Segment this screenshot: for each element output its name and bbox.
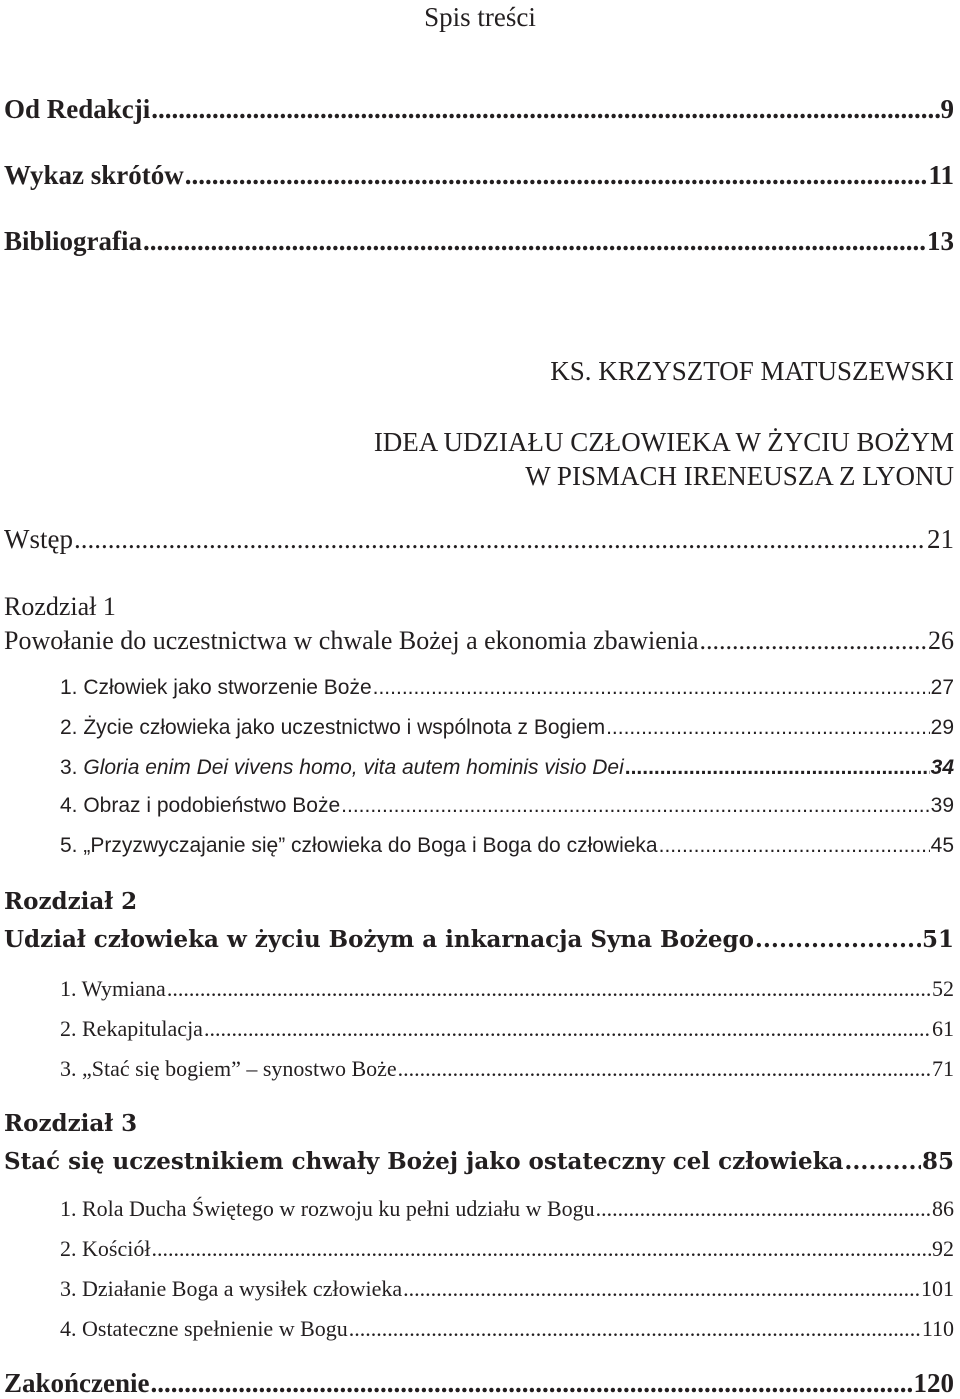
entry-label: Od Redakcji [4, 94, 151, 124]
toc-entry-bibliografia[interactable] [4, 226, 954, 260]
toc-entry-zakonczenie[interactable] [4, 1368, 954, 1396]
entry-page: 9 [940, 94, 954, 124]
toc-entry-section[interactable] [60, 1056, 954, 1084]
toc-entry-chapter-1[interactable] [4, 626, 954, 656]
entry-page: 29 [930, 716, 954, 739]
entry-page: 39 [930, 794, 954, 817]
entry-label: 1. Wymiana [60, 976, 166, 1001]
entry-label: 3. „Stać się bogiem” – synostwo Boże [60, 1056, 397, 1081]
leader-dots [341, 794, 929, 818]
chapter-title: Stać się uczestnikiem chwały Bożej jako ostateczny cel człowieka [4, 1148, 844, 1175]
entry-page: 92 [932, 1236, 954, 1261]
toc-entry-section[interactable] [60, 756, 954, 784]
section-number: 3. [60, 756, 84, 779]
leader-dots [151, 1236, 931, 1262]
entry-page: 34 [930, 756, 954, 779]
leader-dots [167, 976, 931, 1002]
work-title-line-1: IDEA UDZIAŁU CZŁOWIEKA W ŻYCIU BOŻYM [373, 427, 954, 457]
leader-dots [151, 1368, 913, 1399]
chapter-3-label: Rozdział 3 [4, 1110, 138, 1137]
entry-label: 2. Kościół [60, 1236, 151, 1261]
chapter-title: Udział człowieka w życiu Bożym a inkarnacja Syna Bożego [4, 926, 754, 953]
toc-entry-section[interactable] [60, 1276, 954, 1304]
chapter-1-label: Rozdział 1 [4, 592, 116, 621]
chapter-title: Powołanie do uczestnictwa w chwale Bożej a ekonomia zbawienia [4, 626, 699, 655]
entry-page: 86 [932, 1196, 954, 1221]
leader-dots [151, 94, 939, 125]
work-title-line-2: W PISMACH IRENEUSZA Z LYONU [525, 461, 954, 491]
toc-entry-section[interactable] [60, 834, 954, 862]
leader-dots [606, 716, 930, 740]
toc-entry-section[interactable] [60, 676, 954, 704]
leader-dots [596, 1196, 931, 1222]
entry-label: 3. Działanie Boga a wysiłek człowieka [60, 1276, 403, 1301]
leader-dots [373, 676, 930, 700]
entry-page: 85 [921, 1148, 954, 1175]
entry-label: 1. Człowiek jako stworzenie Boże [60, 676, 372, 699]
toc-entry-section[interactable] [60, 716, 954, 744]
entry-page: 120 [913, 1368, 954, 1398]
entry-label [60, 756, 624, 780]
entry-label: 1. Rola Ducha Świętego w rozwoju ku pełni udziału w Bogu [60, 1196, 595, 1221]
toc-entry-section[interactable] [60, 794, 954, 822]
toc-entry-od-redakcji[interactable] [4, 94, 954, 128]
toc-entry-wstep[interactable] [4, 524, 954, 558]
entry-page: 110 [921, 1316, 954, 1341]
entry-page: 27 [930, 676, 954, 699]
toc-entry-chapter-3[interactable] [4, 1148, 954, 1175]
entry-label: 2. Rekapitulacja [60, 1016, 203, 1041]
toc-entry-section[interactable] [60, 1316, 954, 1344]
toc-entry-chapter-2[interactable] [4, 926, 954, 953]
entry-label: 4. Obraz i podobieństwo Boże [60, 794, 341, 817]
entry-page: 11 [928, 160, 954, 190]
leader-dots [74, 524, 926, 555]
entry-label: Bibliografia [4, 226, 143, 256]
leader-dots [625, 756, 930, 780]
leader-dots [755, 926, 921, 953]
toc-entry-section[interactable] [60, 1236, 954, 1264]
leader-dots [204, 1016, 931, 1042]
entry-label: Wykaz skrótów [4, 160, 184, 190]
chapter-2-label: Rozdział 2 [4, 888, 138, 915]
toc-entry-section[interactable] [60, 976, 954, 1004]
entry-page: 71 [932, 1056, 954, 1081]
latin-title: Gloria enim Dei vivens homo, vita autem hominis visio Dei [83, 756, 624, 779]
entry-page: 13 [927, 226, 954, 256]
leader-dots [403, 1276, 920, 1302]
toc-entry-wykaz-skrotow[interactable] [4, 160, 954, 194]
toc-title: Spis treści [424, 2, 536, 32]
entry-label: 2. Życie człowieka jako uczestnictwo i wspólnota z Bogiem [60, 716, 606, 739]
entry-label: 4. Ostateczne spełnienie w Bogu [60, 1316, 348, 1341]
leader-dots [700, 626, 927, 656]
toc-entry-section[interactable] [60, 1196, 954, 1224]
leader-dots [398, 1056, 931, 1082]
entry-label: Zakończenie [4, 1368, 150, 1398]
leader-dots [659, 834, 930, 858]
entry-page: 26 [928, 626, 954, 655]
entry-label: 5. „Przyzwyczajanie się” człowieka do Boga i Boga do człowieka [60, 834, 658, 857]
entry-page: 101 [921, 1276, 954, 1301]
entry-page: 51 [921, 926, 954, 953]
toc-entry-section[interactable] [60, 1016, 954, 1044]
entry-label: Wstęp [4, 524, 73, 554]
author-name: KS. KRZYSZTOF MATUSZEWSKI [550, 356, 954, 386]
leader-dots [349, 1316, 921, 1342]
entry-page: 21 [927, 524, 954, 554]
leader-dots [143, 226, 926, 257]
entry-page: 61 [932, 1016, 954, 1041]
entry-page: 45 [930, 834, 954, 857]
leader-dots [185, 160, 928, 191]
entry-page: 52 [932, 976, 954, 1001]
leader-dots [844, 1148, 921, 1175]
